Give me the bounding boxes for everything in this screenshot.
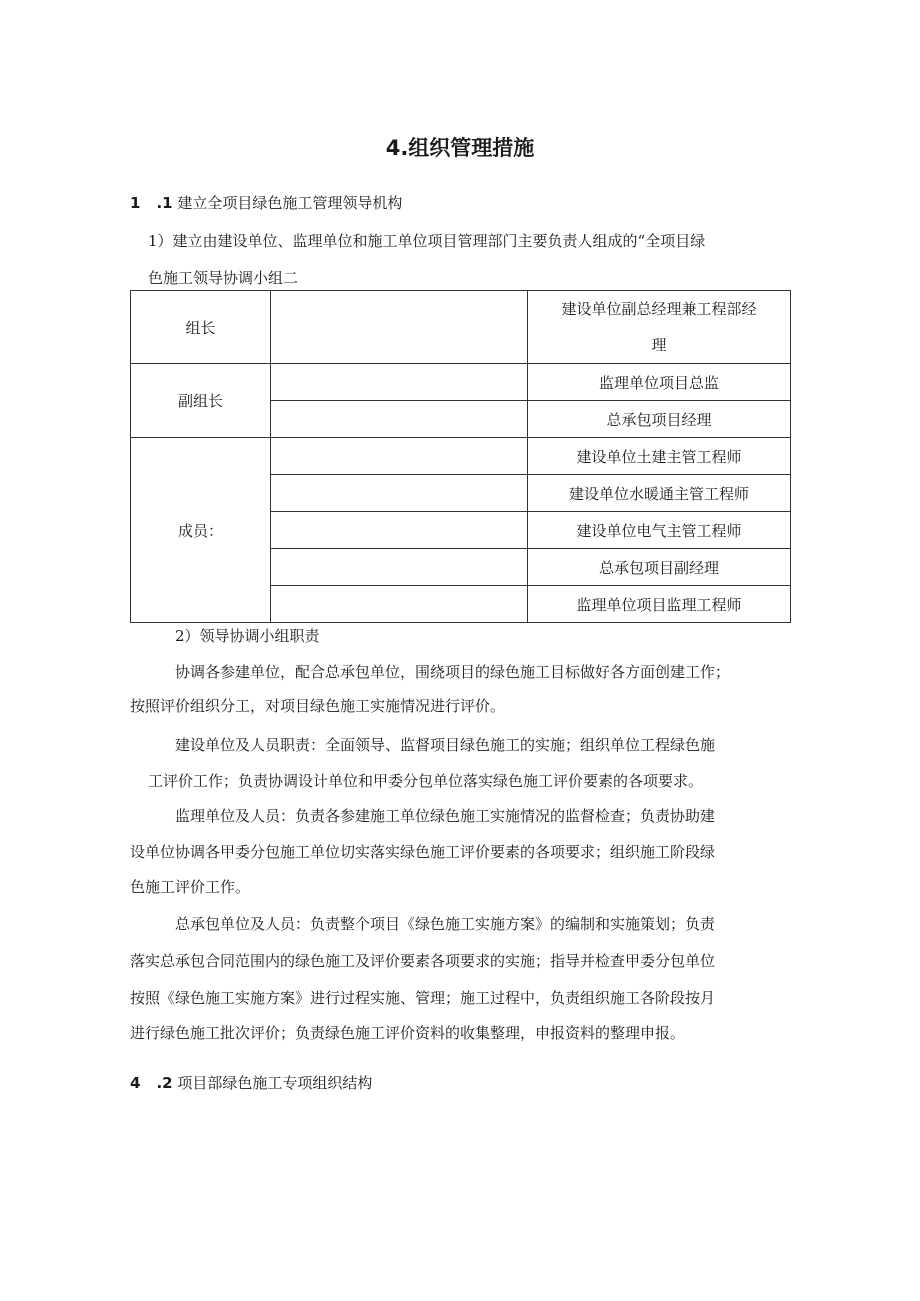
paragraph-4-line-4: 进行绿色施工批次评价；负责绿色施工评价资料的收集整理，申报资料的整理申报。 <box>130 1024 686 1042</box>
section-title: 项目部绿色施工专项组织结构 <box>177 1074 373 1092</box>
paragraph-1-line-1: 协调各参建单位，配合总承包单位，围绕项目的绿色施工目标做好各方面创建工作； <box>175 663 731 681</box>
leader-value-line-1: 建设单位副总经理兼工程部经 <box>561 300 757 318</box>
member-value: 建设单位电气主管工程师 <box>528 512 791 549</box>
empty-cell <box>271 364 528 401</box>
empty-cell <box>271 586 528 623</box>
empty-cell <box>271 291 528 364</box>
section-heading-4-1 <box>130 192 402 213</box>
table-row <box>131 438 791 475</box>
empty-cell <box>271 549 528 586</box>
table-row <box>131 291 791 364</box>
deputy-label: 副组长 <box>131 364 271 438</box>
deputy-value: 监理单位项目总监 <box>528 364 791 401</box>
item-1-line-1: 1）建立由建设单位、监理单位和施工单位项目管理部门主要负责人组成的“全项目绿 <box>148 232 706 250</box>
deputy-value: 总承包项目经理 <box>528 401 791 438</box>
paragraph-3-line-2: 设单位协调各甲委分包施工单位切实落实绿色施工评价要素的各项要求；组织施工阶段绿 <box>130 843 716 861</box>
item-2-heading: 2）领导协调小组职责 <box>175 627 320 645</box>
members-label: 成员： <box>131 438 271 623</box>
paragraph-4-line-2: 落实总承包合同范围内的绿色施工及评价要素各项要求的实施；指导并检查甲委分包单位 <box>130 952 716 970</box>
item-1-line-2: 色施工领导协调小组二 <box>148 269 299 287</box>
paragraph-1-line-2: 按照评价组织分工，对项目绿色施工实施情况进行评价。 <box>130 697 506 715</box>
table-row <box>131 364 791 401</box>
paragraph-2-line-1: 建设单位及人员职责：全面领导、监督项目绿色施工的实施；组织单位工程绿色施 <box>175 736 716 754</box>
leader-value <box>528 291 791 364</box>
empty-cell <box>271 475 528 512</box>
paragraph-4-line-1: 总承包单位及人员：负责整个项目《绿色施工实施方案》的编制和实施策划；负责 <box>175 915 716 933</box>
member-value: 总承包项目副经理 <box>528 549 791 586</box>
paragraph-2-line-2: 工评价工作；负责协调设计单位和甲委分包单位落实绿色施工评价要素的各项要求。 <box>148 772 704 790</box>
leadership-table <box>130 290 791 623</box>
section-number: 4 <box>130 1074 141 1092</box>
member-value: 建设单位水暖通主管工程师 <box>528 475 791 512</box>
section-title: 建立全项目绿色施工管理领导机构 <box>177 194 403 212</box>
page-title: 4.组织管理措施 <box>385 136 535 160</box>
section-number: 1 <box>130 194 141 212</box>
leader-value-line-2: 理 <box>651 336 667 354</box>
empty-cell <box>271 512 528 549</box>
leader-label: 组长 <box>131 291 271 364</box>
member-value: 建设单位土建主管工程师 <box>528 438 791 475</box>
paragraph-3-line-3: 色施工评价工作。 <box>130 878 251 896</box>
section-heading-4-2 <box>130 1072 372 1093</box>
member-value: 监理单位项目监理工程师 <box>528 586 791 623</box>
paragraph-3-line-1: 监理单位及人员：负责各参建施工单位绿色施工实施情况的监督检查；负责协助建 <box>175 807 716 825</box>
empty-cell <box>271 438 528 475</box>
section-subnumber: .1 <box>156 194 173 212</box>
section-subnumber: .2 <box>156 1074 173 1092</box>
paragraph-4-line-3: 按照《绿色施工实施方案》进行过程实施、管理；施工过程中，负责组织施工各阶段按月 <box>130 989 716 1007</box>
empty-cell <box>271 401 528 438</box>
